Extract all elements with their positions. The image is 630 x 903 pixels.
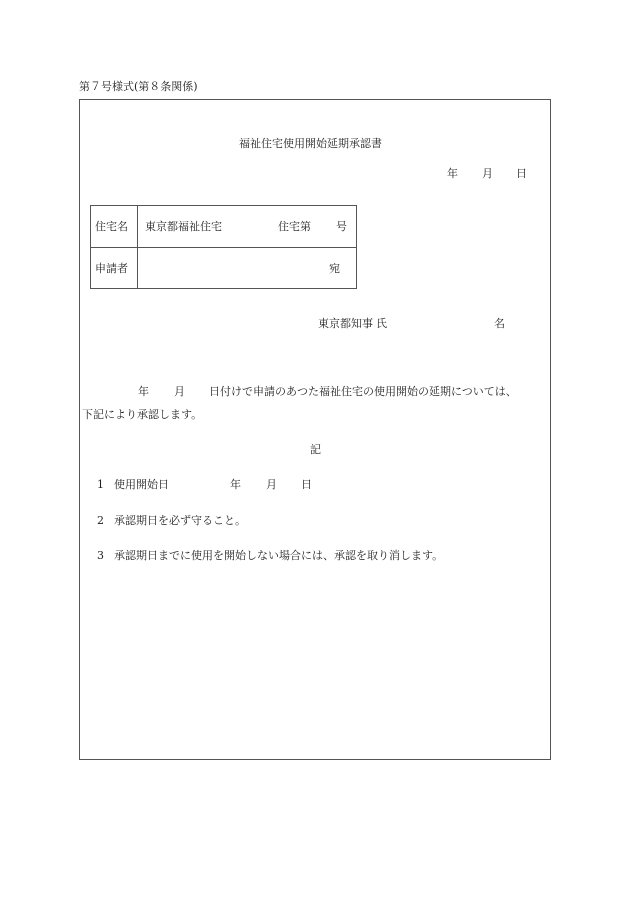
signature-mei: 名 — [494, 317, 505, 330]
applicant-addressee: 宛 — [329, 262, 340, 275]
document-frame — [79, 99, 551, 760]
body-line2-text: 下記により承認します。 — [82, 408, 203, 421]
item-number: 1 — [97, 478, 104, 491]
start-month-label: 月 — [266, 478, 277, 491]
date-day-label: 日 — [516, 167, 527, 180]
item-number: 3 — [97, 549, 104, 562]
item-text: 承認期日までに使用を開始しない場合には、承認を取り消します。 — [114, 549, 444, 562]
start-date-label: 使用開始日 — [114, 478, 169, 491]
housing-name-value: 東京都福祉住宅 — [145, 220, 222, 233]
table-column-divider — [137, 206, 138, 288]
item-text: 承認期日を必ず守ること。 — [114, 514, 246, 527]
housing-name-header: 住宅名 — [95, 220, 128, 233]
form-number-label: 第７号様式(第８条関係) — [79, 80, 198, 93]
applicant-header: 申請者 — [95, 262, 128, 275]
item-number: 2 — [97, 514, 104, 527]
ki-heading: 記 — [310, 443, 321, 456]
start-day-label: 日 — [301, 478, 312, 491]
date-year-label: 年 — [447, 167, 458, 180]
body-year-label: 年 — [138, 385, 149, 398]
body-line1-text: 日付けで申請のあつた福祉住宅の使用開始の延期については、 — [209, 385, 517, 398]
housing-info-table — [90, 205, 357, 289]
governor-title: 東京都知事 — [318, 317, 373, 330]
start-year-label: 年 — [230, 478, 241, 491]
signature-shi: 氏 — [376, 317, 387, 330]
document-title: 福祉住宅使用開始延期承認書 — [239, 137, 382, 150]
date-month-label: 月 — [482, 167, 493, 180]
housing-number-suffix: 号 — [336, 220, 347, 233]
table-row-divider — [91, 247, 356, 248]
housing-number-prefix: 住宅第 — [278, 220, 311, 233]
body-month-label: 月 — [174, 385, 185, 398]
